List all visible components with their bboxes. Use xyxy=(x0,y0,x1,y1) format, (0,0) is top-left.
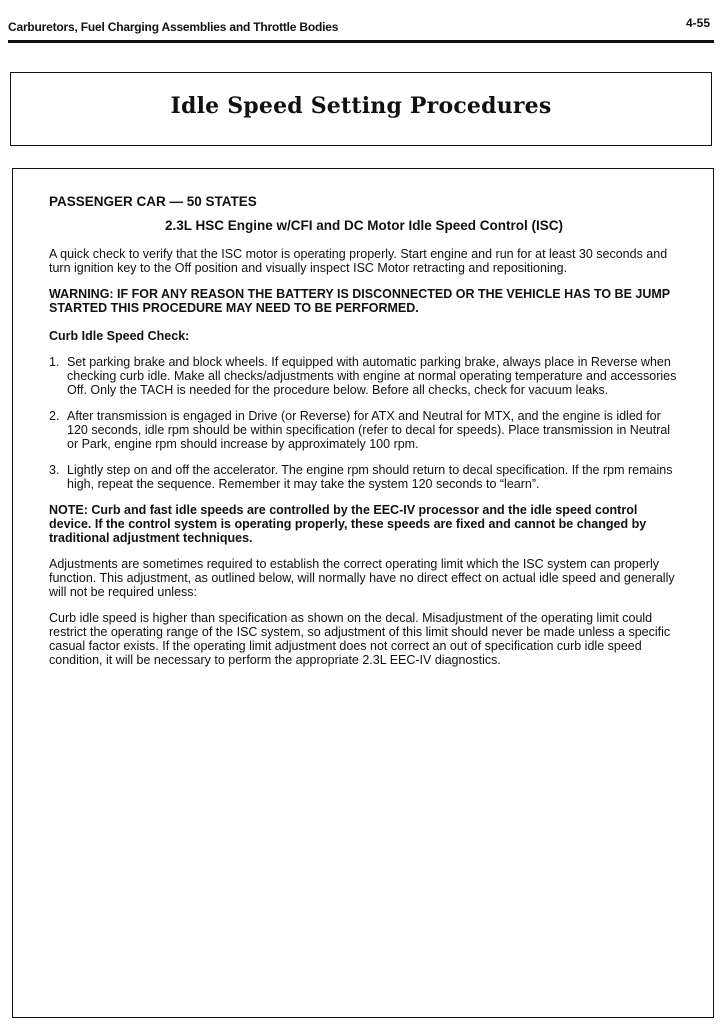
step-text: After transmission is engaged in Drive (or Reverse) for ATX and Neutral for MTX, and the engine is idled for 120 seconds, idle rpm should be within specification (refer to decal for speeds). Place transmission in Neutral or Park, engine rpm should increase by approximately 100 rpm. xyxy=(67,409,671,451)
section-heading: PASSENGER CAR — 50 STATES xyxy=(49,194,257,209)
step-number: 1. xyxy=(49,355,60,369)
check-heading: Curb Idle Speed Check: xyxy=(49,329,190,343)
warning-paragraph: WARNING: IF FOR ANY REASON THE BATTERY IS DISCONNECTED OR THE VEHICLE HAS TO BE JUMP STARTED THIS PROCEDURE MAY NEED TO BE PERFORMED. xyxy=(49,287,670,315)
title-box xyxy=(10,72,712,146)
adjustments-paragraph: Adjustments are sometimes required to establish the correct operating limit which the ISC system can properly function. This adjustment, as outlined below, will normally have no direct effect on actual idle speed and generally will not be required unless: xyxy=(49,557,675,599)
step-number: 3. xyxy=(49,463,60,477)
steps-list xyxy=(49,355,679,491)
page-title: Idle Speed Setting Procedures xyxy=(170,93,552,119)
step-text: Set parking brake and block wheels. If equipped with automatic parking brake, always place in Reverse when checking curb idle. Make all checks/adjustments with engine at normal operating temperature and accessories Off. Only the TACH is needed for the procedure below. Before all checks, check for vacuum leaks. xyxy=(67,355,677,397)
step-text: Lightly step on and off the accelerator. The engine rpm should return to decal specification. If the rpm remains high, repeat the sequence. Remember it may take the system 120 seconds to “learn”. xyxy=(67,463,673,491)
list-item xyxy=(49,355,679,397)
curb-idle-paragraph: Curb idle speed is higher than specification as shown on the decal. Misadjustment of the operating limit could restrict the operating range of the ISC system, so adjustment of this limit should never be made unless a specific casual factor exists. If the operating limit adjustment does not correct an out of specification curb idle speed condition, it will be necessary to perform the appropriate 2.3L EEC-IV diagnostics. xyxy=(49,611,671,667)
chapter-title: Carburetors, Fuel Charging Assemblies and Throttle Bodies xyxy=(8,20,339,34)
list-item xyxy=(49,409,679,451)
list-item xyxy=(49,463,679,491)
running-header xyxy=(8,18,714,43)
page-number: 4-55 xyxy=(685,16,710,30)
intro-paragraph: A quick check to verify that the ISC motor is operating properly. Start engine and run for at least 30 seconds and turn ignition key to the Off position and visually inspect ISC Motor retracting and repositioning. xyxy=(49,247,668,275)
content-body xyxy=(49,195,679,679)
content-box xyxy=(12,168,714,1018)
note-paragraph: NOTE: Curb and fast idle speeds are controlled by the EEC-IV processor and the idle speed control device. If the control system is operating properly, these speeds are fixed and cannot be changed by traditional adjustment techniques. xyxy=(49,503,647,545)
subheading: 2.3L HSC Engine w/CFI and DC Motor Idle Speed Control (ISC) xyxy=(164,218,564,233)
step-number: 2. xyxy=(49,409,60,423)
